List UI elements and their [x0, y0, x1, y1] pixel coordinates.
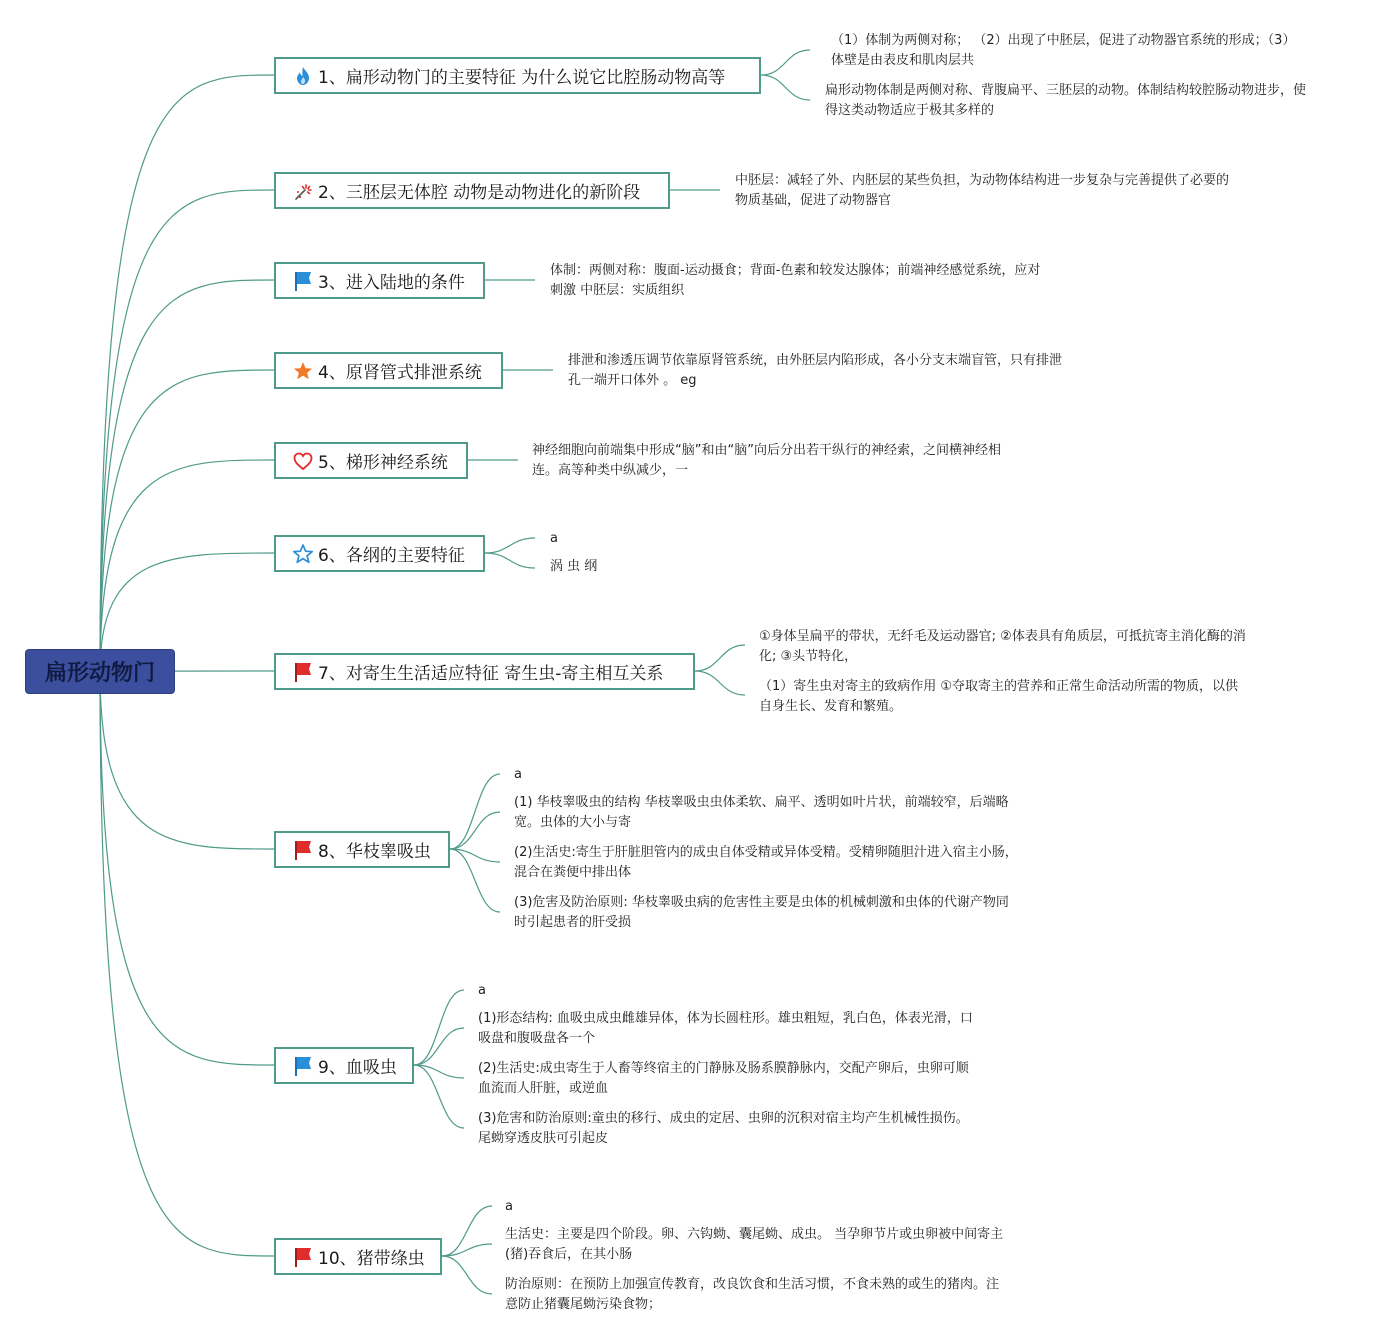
topic-7-note-2-line — [695, 671, 745, 695]
topic-8-note-1[interactable]: a — [514, 767, 522, 782]
topic-8[interactable] — [274, 831, 450, 868]
topic-1-note-2-line — [761, 75, 810, 100]
red-flag-icon — [292, 661, 314, 683]
topic-10[interactable] — [274, 1238, 442, 1275]
topic-10-note-1-line — [442, 1206, 492, 1256]
topic-2-label: 2、三胚层无体腔 动物是动物进化的新阶段 — [318, 183, 641, 203]
topic-6-note-1-line — [485, 538, 535, 553]
topic-7[interactable] — [274, 653, 695, 690]
topic-2[interactable] — [274, 172, 670, 209]
root-topic[interactable] — [25, 649, 175, 694]
blue-flag-icon — [292, 1055, 314, 1077]
topic-10-note-1[interactable]: a — [505, 1199, 513, 1214]
heart-outline-icon — [292, 450, 314, 472]
topic-1-note-1-line — [761, 50, 810, 75]
root-to-topic-2-line — [100, 190, 274, 672]
fire-icon — [292, 65, 314, 87]
root-to-topic-8-line — [100, 672, 274, 849]
topic-1-label: 1、扁形动物门的主要特征 为什么说它比腔肠动物高等 — [318, 68, 726, 88]
topic-10-note-3-line — [442, 1256, 492, 1294]
root-to-topic-1-line — [100, 75, 274, 672]
blue-flag-icon — [292, 270, 314, 292]
root-to-topic-9-line — [100, 672, 274, 1065]
topic-6-note-2[interactable]: 涡 虫 纲 — [550, 559, 598, 574]
root-title: 扁形动物门 — [44, 661, 155, 686]
fireworks-icon — [292, 180, 314, 202]
topic-5-label: 5、梯形神经系统 — [318, 453, 448, 473]
topic-9-note-3[interactable]: (2)生活史:成虫寄生于人畜等终宿主的门静脉及肠系膜静脉内，交配产卵后，虫卵可顺血流而人肝脏，或逆血 — [478, 1061, 969, 1096]
topic-3-note-1[interactable]: 体制：两侧对称：腹面-运动摄食；背面-色素和较发达腺体；前端神经感觉系统，应对刺激 中胚层：实质组织 — [550, 263, 1041, 298]
topic-4-note-1[interactable]: 排泄和渗透压调节依靠原肾管系统，由外胚层内陷形成，各小分支末端盲管，只有排泄孔一端开口体外 。 eg — [568, 353, 1063, 388]
topic-10-note-2[interactable]: 生活史：主要是四个阶段。卵、六钩蚴、囊尾蚴、成虫。 当孕卵节片或虫卵被中间寄主(猪)吞食后，在其小肠 — [505, 1227, 1004, 1262]
topic-6[interactable] — [274, 535, 485, 572]
topic-8-note-4[interactable]: (3)危害及防治原则: 华枝睾吸虫病的危害性主要是虫体的机械刺激和虫体的代谢产物同时引起患者的肝受损 — [514, 895, 1009, 930]
topic-8-note-4-line — [450, 849, 500, 912]
topic-7-note-1-line — [695, 645, 745, 671]
topic-8-note-2[interactable]: (1) 华枝睾吸虫的结构 华枝睾吸虫虫体柔软、扁平、透明如叶片状，前端较窄，后端略宽。虫体的大小与寄 — [514, 795, 1009, 830]
topic-10-label: 10、猪带绦虫 — [318, 1249, 425, 1269]
topic-6-note-1[interactable]: a — [550, 531, 558, 546]
topic-3-label: 3、进入陆地的条件 — [318, 273, 465, 293]
topic-1-note-2[interactable]: 扁形动物体制是两侧对称、背腹扁平、三胚层的动物。体制结构较腔肠动物进步，使得这类动物适应于极其多样的 — [825, 83, 1307, 118]
root-to-topic-5-line — [100, 460, 274, 672]
topic-5[interactable] — [274, 442, 468, 479]
topic-3[interactable] — [274, 262, 485, 299]
root-to-topic-3-line — [100, 280, 274, 672]
topic-5-note-1[interactable]: 神经细胞向前端集中形成“脑”和由“脑”向后分出若干纵行的神经索，之间横神经相连。高等种类中纵减少，一 — [532, 443, 1001, 478]
topic-9-note-2[interactable]: (1)形态结构: 血吸虫成虫雌雄异体，体为长圆柱形。雄虫粗短，乳白色，体表光滑，口吸盘和腹吸盘各一个 — [478, 1011, 973, 1046]
topic-2-note-1[interactable]: 中胚层：减轻了外、内胚层的某些负担，为动物体结构进一步复杂与完善提供了必要的物质基础，促进了动物器官 — [735, 173, 1230, 208]
topic-8-note-2-line — [450, 812, 500, 849]
topic-9-note-1[interactable]: a — [478, 983, 486, 998]
topic-9[interactable] — [274, 1047, 414, 1084]
topic-8-label: 8、华枝睾吸虫 — [318, 842, 431, 862]
topic-9-label: 9、血吸虫 — [318, 1058, 397, 1078]
topic-1-note-1[interactable]: （1）体制为两侧对称； （2）出现了中胚层，促进了动物器官系统的形成；（3）体壁是由表皮和肌肉层共 — [831, 33, 1296, 68]
topic-1[interactable] — [274, 57, 761, 94]
topic-9-note-1-line — [414, 990, 464, 1065]
topic-7-note-1[interactable]: ①身体呈扁平的带状，无纤毛及运动器官; ②体表具有角质层，可抵抗寄主消化酶的消化; ③头节特化， — [759, 629, 1246, 664]
topic-9-note-4-line — [414, 1065, 464, 1128]
topic-7-note-2[interactable]: （1）寄生虫对寄主的致病作用 ①夺取寄主的营养和正常生命活动所需的物质，以供自身生长、发育和繁殖。 — [759, 679, 1239, 714]
red-flag-icon — [292, 839, 314, 861]
topic-4-label: 4、原肾管式排泄系统 — [318, 363, 482, 383]
topic-7-label: 7、对寄生生活适应特征 寄生虫-寄主相互关系 — [318, 664, 664, 684]
topic-4[interactable] — [274, 352, 503, 389]
star-outline-icon — [292, 543, 314, 565]
orange-star-icon — [292, 360, 314, 382]
topic-6-label: 6、各纲的主要特征 — [318, 546, 465, 566]
topic-8-note-1-line — [450, 774, 500, 849]
topic-9-note-4[interactable]: (3)危害和防治原则:童虫的移行、成虫的定居、虫卵的沉积对宿主均产生机械性损伤。尾蚴穿透皮肤可引起皮 — [478, 1111, 969, 1146]
topic-9-note-2-line — [414, 1028, 464, 1065]
topic-6-note-2-line — [485, 553, 535, 568]
red-flag-icon — [292, 1246, 314, 1268]
root-to-topic-4-line — [100, 370, 274, 672]
topic-10-note-3[interactable]: 防治原则：在预防上加强宣传教育，改良饮食和生活习惯，不食未熟的或生的猪肉。注意防止猪囊尾蚴污染食物； — [505, 1277, 1000, 1312]
topic-8-note-3[interactable]: (2)生活史:寄生于肝脏胆管内的成虫自体受精或异体受精。受精卵随胆汁进入宿主小肠，混合在粪便中排出体 — [514, 845, 1018, 880]
